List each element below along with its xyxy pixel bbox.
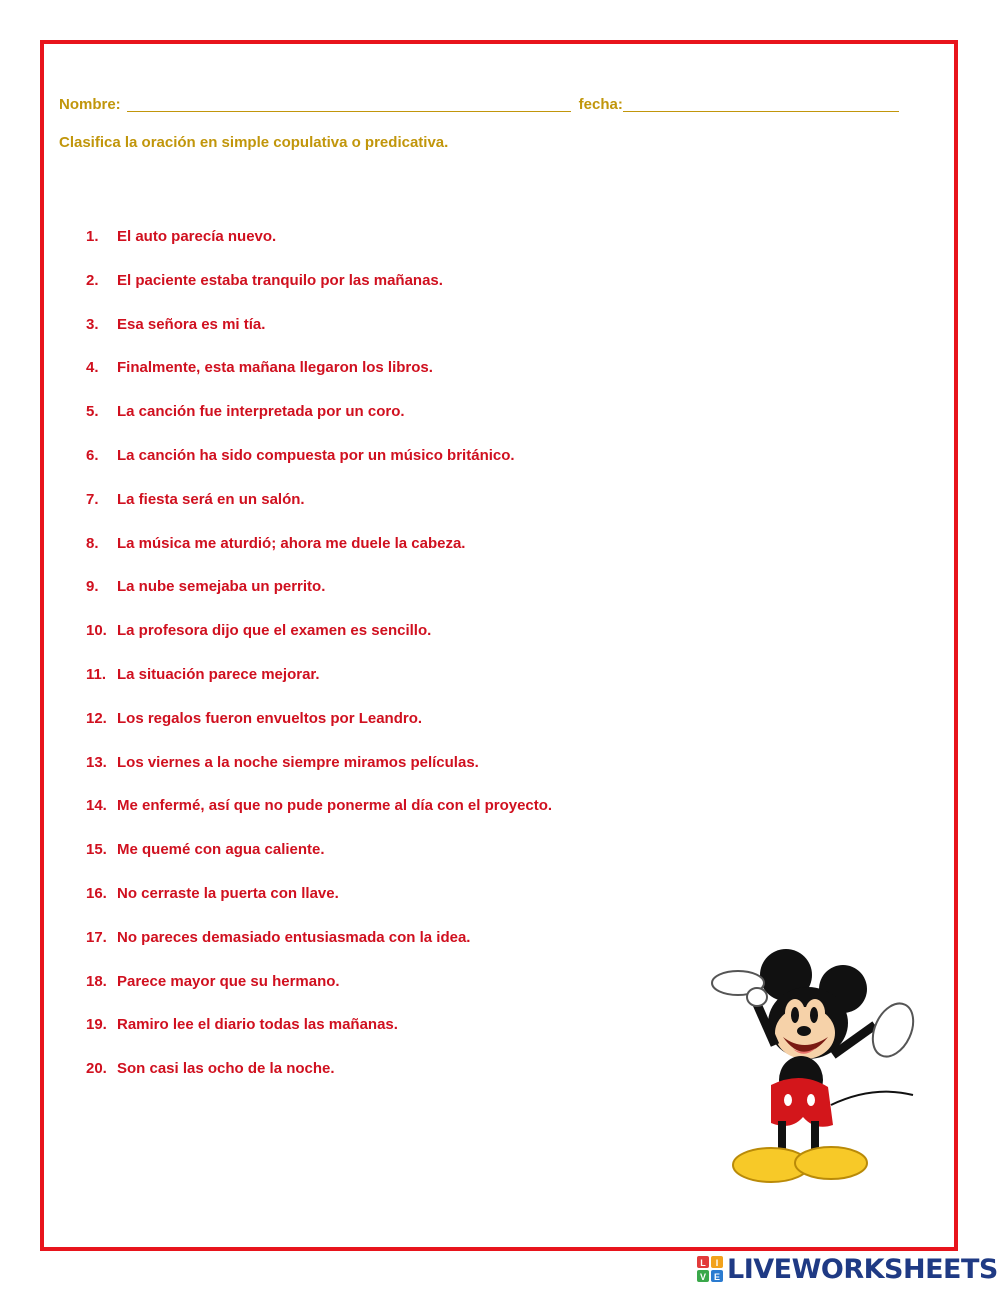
- liveworksheets-badge-icon: [697, 1256, 723, 1282]
- item-number: 15.: [86, 841, 107, 859]
- badge-letter: L: [700, 1258, 706, 1268]
- nombre-input-line[interactable]: [127, 97, 571, 112]
- badge-letter: V: [699, 1272, 707, 1282]
- item-number: 9.: [86, 578, 99, 596]
- item-number: 13.: [86, 753, 107, 771]
- list-item: [86, 1060, 552, 1104]
- badge-letter: I: [715, 1258, 719, 1268]
- item-number: 8.: [86, 534, 99, 552]
- fecha-label: fecha:: [578, 96, 623, 113]
- instruction-text: Clasifica la oración en simple copulativa o predicativa.: [59, 134, 449, 151]
- item-number: 12.: [86, 709, 107, 727]
- item-number: 19.: [86, 1016, 107, 1034]
- list-item: [86, 447, 552, 491]
- item-sentence: No cerraste la puerta con llave.: [117, 884, 339, 902]
- list-item: [86, 316, 552, 360]
- item-sentence: La canción fue interpretada por un coro.: [117, 403, 405, 421]
- item-number: 3.: [86, 315, 99, 333]
- list-item: [86, 797, 552, 841]
- item-sentence: Parece mayor que su hermano.: [117, 972, 340, 990]
- item-number: 7.: [86, 490, 99, 508]
- name-date-header: [59, 96, 899, 113]
- item-number: 5.: [86, 403, 99, 421]
- item-sentence: La música me aturdió; ahora me duele la cabeza.: [117, 534, 466, 552]
- list-item: [86, 622, 552, 666]
- item-number: 2.: [86, 271, 99, 289]
- fecha-input-line[interactable]: [623, 97, 899, 112]
- item-sentence: Esa señora es mi tía.: [117, 315, 266, 333]
- list-item: [86, 359, 552, 403]
- list-item: [86, 841, 552, 885]
- item-sentence: No pareces demasiado entusiasmada con la idea.: [117, 928, 471, 946]
- list-item: [86, 973, 552, 1017]
- item-number: 11.: [86, 665, 107, 683]
- list-item: [86, 535, 552, 579]
- brand-name: LIVEWORKSHEETS: [727, 1253, 998, 1285]
- item-sentence: Los regalos fueron envueltos por Leandro.: [117, 709, 423, 727]
- item-number: 1.: [86, 228, 99, 245]
- list-item: [86, 710, 552, 754]
- list-item: [86, 754, 552, 798]
- list-item: [86, 1016, 552, 1060]
- item-number: 16.: [86, 884, 107, 902]
- list-item: [86, 272, 552, 316]
- list-item: [86, 403, 552, 447]
- item-sentence: La canción ha sido compuesta por un músico británico.: [117, 446, 515, 464]
- item-sentence: La nube semejaba un perrito.: [117, 578, 326, 596]
- item-number: 20.: [86, 1060, 107, 1078]
- list-item: [86, 578, 552, 622]
- mickey-mouse-illustration: [683, 945, 923, 1190]
- liveworksheets-logo: [697, 1252, 998, 1286]
- item-sentence: La situación parece mejorar.: [117, 665, 320, 683]
- sentence-list: [86, 228, 552, 1104]
- item-sentence: Son casi las ocho de la noche.: [117, 1060, 335, 1078]
- item-number: 18.: [86, 972, 107, 990]
- item-number: 6.: [86, 446, 99, 464]
- item-sentence: La fiesta será en un salón.: [117, 490, 305, 508]
- item-number: 10.: [86, 622, 107, 640]
- item-sentence: Ramiro lee el diario todas las mañanas.: [117, 1016, 398, 1034]
- list-item: [86, 491, 552, 535]
- item-number: 14.: [86, 797, 107, 815]
- list-item: [86, 929, 552, 973]
- item-sentence: Finalmente, esta mañana llegaron los libros.: [117, 359, 433, 377]
- item-sentence: Me quemé con agua caliente.: [117, 841, 325, 859]
- nombre-label: Nombre:: [59, 96, 121, 113]
- list-item: [86, 885, 552, 929]
- item-sentence: Me enfermé, así que no pude ponerme al día con el proyecto.: [117, 797, 553, 815]
- item-number: 4.: [86, 359, 99, 377]
- item-sentence: El auto parecía nuevo.: [117, 228, 277, 245]
- item-sentence: El paciente estaba tranquilo por las mañanas.: [117, 271, 443, 289]
- badge-letter: E: [713, 1272, 721, 1282]
- item-sentence: La profesora dijo que el examen es sencillo.: [117, 622, 432, 640]
- list-item: [86, 666, 552, 710]
- item-sentence: Los viernes a la noche siempre miramos películas.: [117, 753, 479, 771]
- list-item: [86, 228, 552, 272]
- item-number: 17.: [86, 928, 107, 946]
